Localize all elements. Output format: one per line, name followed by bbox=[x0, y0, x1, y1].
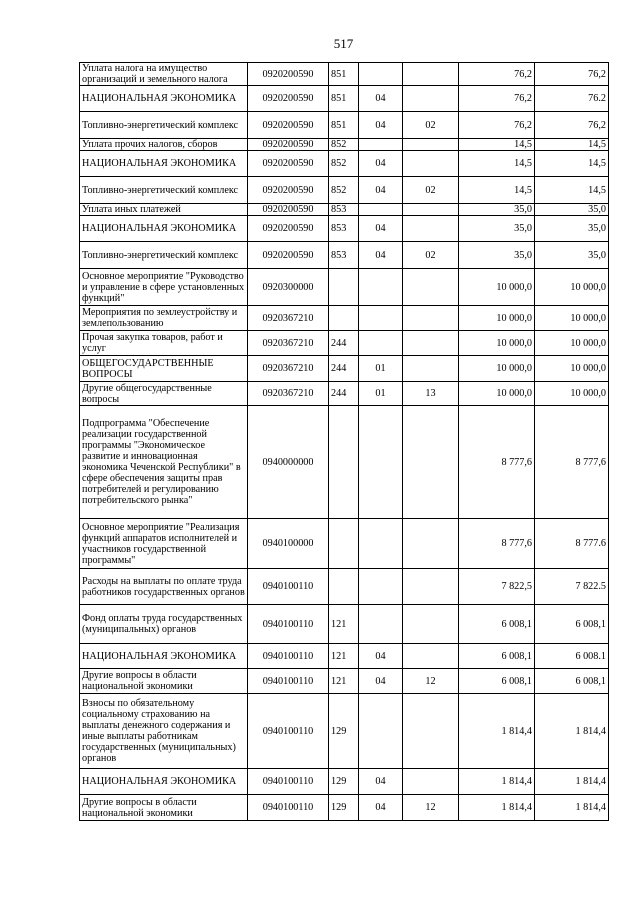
row-code-cell: 0920300000 bbox=[248, 269, 329, 306]
row-amount-2-cell: 76,2 bbox=[535, 112, 609, 139]
row-section-cell: 04 bbox=[359, 242, 403, 269]
row-amount-2-cell: 8 777.6 bbox=[535, 519, 609, 569]
row-amount-2-cell: 35,0 bbox=[535, 216, 609, 242]
row-name-cell: НАЦИОНАЛЬНАЯ ЭКОНОМИКА bbox=[80, 644, 248, 669]
row-subsection-cell bbox=[403, 151, 459, 177]
row-code-cell: 0940100000 bbox=[248, 519, 329, 569]
row-expense-type-cell: 852 bbox=[329, 151, 359, 177]
row-amount-1-cell: 76,2 bbox=[459, 112, 535, 139]
row-amount-1-cell: 10 000,0 bbox=[459, 269, 535, 306]
row-code-cell: 0920200590 bbox=[248, 151, 329, 177]
row-expense-type-cell bbox=[329, 406, 359, 519]
row-subsection-cell bbox=[403, 605, 459, 644]
row-name-cell: Мероприятия по землеустройству и землепользованию bbox=[80, 306, 248, 331]
row-code-cell: 0920200590 bbox=[248, 216, 329, 242]
row-subsection-cell: 13 bbox=[403, 382, 459, 406]
row-section-cell bbox=[359, 406, 403, 519]
row-amount-1-cell: 7 822,5 bbox=[459, 569, 535, 605]
row-name-cell: Основное мероприятие "Руководство и управление в сфере установленных функций" bbox=[80, 269, 248, 306]
row-amount-1-cell: 6 008,1 bbox=[459, 644, 535, 669]
row-section-cell: 04 bbox=[359, 769, 403, 795]
row-amount-1-cell: 76,2 bbox=[459, 63, 535, 86]
row-section-cell: 04 bbox=[359, 644, 403, 669]
row-subsection-cell: 12 bbox=[403, 669, 459, 694]
row-expense-type-cell: 852 bbox=[329, 177, 359, 204]
row-expense-type-cell: 853 bbox=[329, 216, 359, 242]
row-section-cell: 04 bbox=[359, 795, 403, 821]
row-name-cell: Подпрограмма "Обеспечение реализации государственной программы "Экономическое развитие и инновационная экономика Чеченской Республики" в сфере обеспечения защиты прав потребителей и регулированию потребительского рынка" bbox=[80, 406, 248, 519]
row-expense-type-cell: 129 bbox=[329, 769, 359, 795]
row-subsection-cell bbox=[403, 644, 459, 669]
row-amount-1-cell: 35,0 bbox=[459, 204, 535, 216]
row-name-cell: НАЦИОНАЛЬНАЯ ЭКОНОМИКА bbox=[80, 86, 248, 112]
row-subsection-cell bbox=[403, 519, 459, 569]
row-name-cell: Фонд оплаты труда государственных (муниципальных) органов bbox=[80, 605, 248, 644]
row-name-cell: Уплата налога на имущество организаций и земельного налога bbox=[80, 63, 248, 86]
table-row bbox=[80, 151, 609, 177]
row-amount-2-cell: 14,5 bbox=[535, 151, 609, 177]
row-expense-type-cell: 244 bbox=[329, 382, 359, 406]
row-amount-1-cell: 10 000,0 bbox=[459, 331, 535, 356]
row-subsection-cell bbox=[403, 569, 459, 605]
row-subsection-cell bbox=[403, 331, 459, 356]
row-amount-2-cell: 10 000,0 bbox=[535, 356, 609, 382]
row-code-cell: 0940100110 bbox=[248, 669, 329, 694]
row-section-cell bbox=[359, 139, 403, 151]
row-expense-type-cell: 129 bbox=[329, 694, 359, 769]
row-subsection-cell bbox=[403, 694, 459, 769]
row-expense-type-cell: 244 bbox=[329, 331, 359, 356]
row-expense-type-cell: 121 bbox=[329, 605, 359, 644]
row-section-cell bbox=[359, 306, 403, 331]
row-subsection-cell bbox=[403, 406, 459, 519]
row-amount-1-cell: 6 008,1 bbox=[459, 605, 535, 644]
row-name-cell: Прочая закупка товаров, работ и услуг bbox=[80, 331, 248, 356]
row-section-cell bbox=[359, 269, 403, 306]
row-amount-2-cell: 76,2 bbox=[535, 63, 609, 86]
row-subsection-cell bbox=[403, 269, 459, 306]
table-row bbox=[80, 605, 609, 644]
row-subsection-cell bbox=[403, 86, 459, 112]
row-code-cell: 0940000000 bbox=[248, 406, 329, 519]
table-row bbox=[80, 204, 609, 216]
row-amount-2-cell: 1 814,4 bbox=[535, 769, 609, 795]
table-row bbox=[80, 519, 609, 569]
row-amount-1-cell: 35,0 bbox=[459, 242, 535, 269]
row-name-cell: Основное мероприятие "Реализация функций аппаратов исполнителей и участников государственной программы" bbox=[80, 519, 248, 569]
row-amount-2-cell: 6 008,1 bbox=[535, 605, 609, 644]
row-subsection-cell bbox=[403, 216, 459, 242]
row-expense-type-cell: 851 bbox=[329, 86, 359, 112]
table-row bbox=[80, 112, 609, 139]
row-name-cell: Уплата прочих налогов, сборов bbox=[80, 139, 248, 151]
table-row bbox=[80, 86, 609, 112]
row-amount-2-cell: 14,5 bbox=[535, 177, 609, 204]
row-code-cell: 0940100110 bbox=[248, 644, 329, 669]
row-amount-2-cell: 7 822.5 bbox=[535, 569, 609, 605]
row-amount-2-cell: 76.2 bbox=[535, 86, 609, 112]
row-subsection-cell bbox=[403, 306, 459, 331]
table-row bbox=[80, 769, 609, 795]
row-amount-2-cell: 6 008.1 bbox=[535, 644, 609, 669]
table-row bbox=[80, 269, 609, 306]
row-name-cell: НАЦИОНАЛЬНАЯ ЭКОНОМИКА bbox=[80, 216, 248, 242]
row-amount-2-cell: 10 000,0 bbox=[535, 382, 609, 406]
row-name-cell: Расходы на выплаты по оплате труда работников государственных органов bbox=[80, 569, 248, 605]
row-section-cell bbox=[359, 204, 403, 216]
row-code-cell: 0920200590 bbox=[248, 112, 329, 139]
row-section-cell: 04 bbox=[359, 86, 403, 112]
row-amount-2-cell: 1 814,4 bbox=[535, 795, 609, 821]
row-amount-1-cell: 1 814,4 bbox=[459, 795, 535, 821]
row-section-cell: 04 bbox=[359, 669, 403, 694]
table-row bbox=[80, 569, 609, 605]
row-subsection-cell: 12 bbox=[403, 795, 459, 821]
budget-table-body bbox=[80, 63, 609, 821]
row-amount-1-cell: 10 000,0 bbox=[459, 306, 535, 331]
row-subsection-cell: 02 bbox=[403, 112, 459, 139]
row-amount-2-cell: 10 000,0 bbox=[535, 306, 609, 331]
row-amount-1-cell: 14,5 bbox=[459, 139, 535, 151]
row-code-cell: 0920367210 bbox=[248, 356, 329, 382]
row-section-cell bbox=[359, 605, 403, 644]
row-amount-1-cell: 6 008,1 bbox=[459, 669, 535, 694]
table-row bbox=[80, 356, 609, 382]
row-section-cell: 04 bbox=[359, 112, 403, 139]
row-code-cell: 0920200590 bbox=[248, 177, 329, 204]
row-amount-2-cell: 10 000,0 bbox=[535, 269, 609, 306]
row-amount-2-cell: 35,0 bbox=[535, 242, 609, 269]
row-amount-2-cell: 8 777,6 bbox=[535, 406, 609, 519]
row-amount-1-cell: 10 000,0 bbox=[459, 382, 535, 406]
row-expense-type-cell bbox=[329, 519, 359, 569]
row-expense-type-cell: 851 bbox=[329, 63, 359, 86]
row-amount-1-cell: 1 814,4 bbox=[459, 694, 535, 769]
row-amount-2-cell: 14,5 bbox=[535, 139, 609, 151]
row-code-cell: 0920367210 bbox=[248, 331, 329, 356]
row-name-cell: Взносы по обязательному социальному страхованию на выплаты денежного содержания и иные выплаты работникам государственных (муниципальных) органов bbox=[80, 694, 248, 769]
row-amount-1-cell: 14,5 bbox=[459, 151, 535, 177]
row-section-cell bbox=[359, 694, 403, 769]
row-amount-2-cell: 35,0 bbox=[535, 204, 609, 216]
row-code-cell: 0940100110 bbox=[248, 769, 329, 795]
row-section-cell: 04 bbox=[359, 216, 403, 242]
row-section-cell bbox=[359, 63, 403, 86]
row-section-cell bbox=[359, 331, 403, 356]
row-name-cell: НАЦИОНАЛЬНАЯ ЭКОНОМИКА bbox=[80, 769, 248, 795]
table-row bbox=[80, 406, 609, 519]
row-subsection-cell bbox=[403, 356, 459, 382]
row-code-cell: 0920200590 bbox=[248, 139, 329, 151]
row-code-cell: 0940100110 bbox=[248, 694, 329, 769]
row-expense-type-cell bbox=[329, 569, 359, 605]
row-name-cell: Другие вопросы в области национальной экономики bbox=[80, 669, 248, 694]
row-expense-type-cell: 853 bbox=[329, 242, 359, 269]
row-name-cell: Другие общегосударственные вопросы bbox=[80, 382, 248, 406]
row-subsection-cell bbox=[403, 63, 459, 86]
row-code-cell: 0940100110 bbox=[248, 795, 329, 821]
table-row bbox=[80, 216, 609, 242]
row-name-cell: Топливно-энергетический комплекс bbox=[80, 112, 248, 139]
table-row bbox=[80, 63, 609, 86]
row-subsection-cell: 02 bbox=[403, 177, 459, 204]
row-amount-2-cell: 6 008,1 bbox=[535, 669, 609, 694]
budget-table bbox=[79, 62, 609, 821]
table-row bbox=[80, 242, 609, 269]
row-code-cell: 0940100110 bbox=[248, 569, 329, 605]
row-subsection-cell bbox=[403, 139, 459, 151]
page-number: 517 bbox=[333, 36, 354, 51]
row-amount-1-cell: 10 000,0 bbox=[459, 356, 535, 382]
table-row bbox=[80, 177, 609, 204]
row-expense-type-cell: 129 bbox=[329, 795, 359, 821]
row-amount-1-cell: 76,2 bbox=[459, 86, 535, 112]
row-code-cell: 0920200590 bbox=[248, 242, 329, 269]
row-name-cell: Уплата иных платежей bbox=[80, 204, 248, 216]
row-section-cell: 04 bbox=[359, 151, 403, 177]
row-name-cell: Другие вопросы в области национальной экономики bbox=[80, 795, 248, 821]
row-expense-type-cell: 851 bbox=[329, 112, 359, 139]
row-subsection-cell bbox=[403, 204, 459, 216]
row-expense-type-cell: 852 bbox=[329, 139, 359, 151]
row-subsection-cell bbox=[403, 769, 459, 795]
table-row bbox=[80, 694, 609, 769]
row-expense-type-cell: 121 bbox=[329, 669, 359, 694]
row-name-cell: Топливно-энергетический комплекс bbox=[80, 242, 248, 269]
row-amount-2-cell: 1 814,4 bbox=[535, 694, 609, 769]
row-code-cell: 0920367210 bbox=[248, 306, 329, 331]
row-section-cell: 04 bbox=[359, 177, 403, 204]
row-name-cell: НАЦИОНАЛЬНАЯ ЭКОНОМИКА bbox=[80, 151, 248, 177]
row-amount-1-cell: 14,5 bbox=[459, 177, 535, 204]
row-section-cell: 01 bbox=[359, 382, 403, 406]
table-row bbox=[80, 306, 609, 331]
row-expense-type-cell: 121 bbox=[329, 644, 359, 669]
row-expense-type-cell bbox=[329, 306, 359, 331]
row-expense-type-cell bbox=[329, 269, 359, 306]
row-name-cell: ОБЩЕГОСУДАРСТВЕННЫЕ ВОПРОСЫ bbox=[80, 356, 248, 382]
table-row bbox=[80, 139, 609, 151]
row-section-cell bbox=[359, 519, 403, 569]
row-expense-type-cell: 853 bbox=[329, 204, 359, 216]
row-code-cell: 0920200590 bbox=[248, 86, 329, 112]
row-amount-1-cell: 35,0 bbox=[459, 216, 535, 242]
row-section-cell bbox=[359, 569, 403, 605]
table-row bbox=[80, 644, 609, 669]
row-amount-2-cell: 10 000,0 bbox=[535, 331, 609, 356]
row-subsection-cell: 02 bbox=[403, 242, 459, 269]
row-code-cell: 0920367210 bbox=[248, 382, 329, 406]
table-row bbox=[80, 382, 609, 406]
row-amount-1-cell: 8 777,6 bbox=[459, 519, 535, 569]
row-name-cell: Топливно-энергетический комплекс bbox=[80, 177, 248, 204]
row-section-cell: 01 bbox=[359, 356, 403, 382]
table-row bbox=[80, 795, 609, 821]
table-row bbox=[80, 331, 609, 356]
row-code-cell: 0920200590 bbox=[248, 204, 329, 216]
row-code-cell: 0920200590 bbox=[248, 63, 329, 86]
row-amount-1-cell: 1 814,4 bbox=[459, 769, 535, 795]
row-amount-1-cell: 8 777,6 bbox=[459, 406, 535, 519]
table-row bbox=[80, 669, 609, 694]
row-expense-type-cell: 244 bbox=[329, 356, 359, 382]
row-code-cell: 0940100110 bbox=[248, 605, 329, 644]
